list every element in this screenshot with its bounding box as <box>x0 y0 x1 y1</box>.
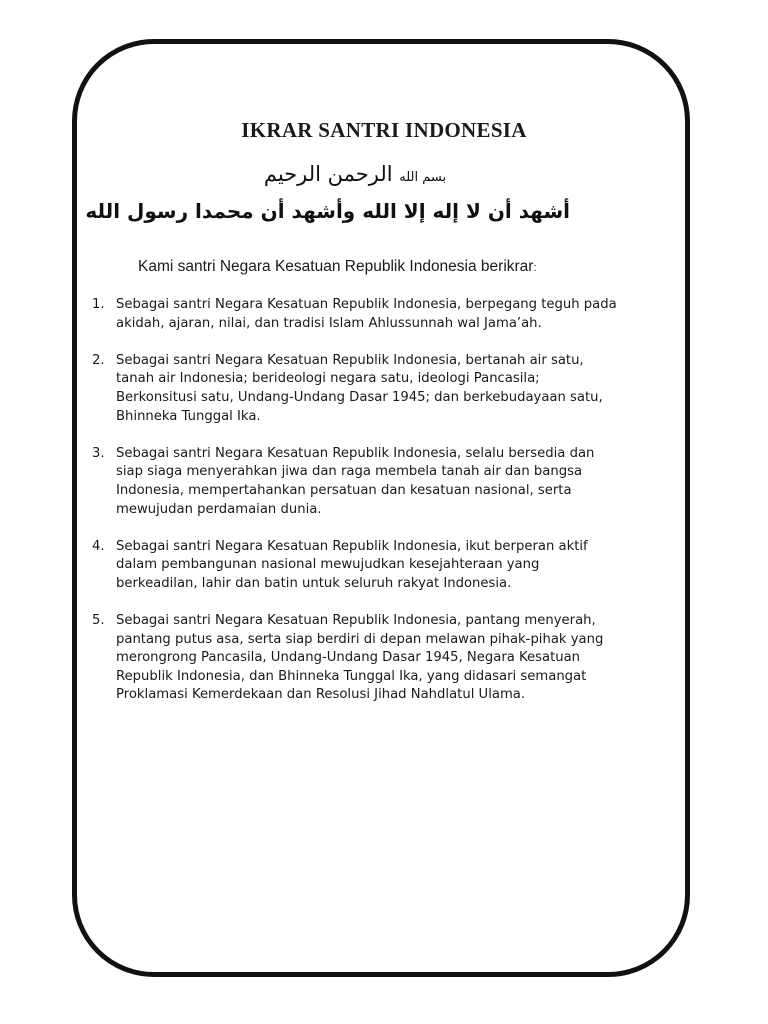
document-title: IKRAR SANTRI INDONESIA <box>241 118 527 142</box>
pledge-text-line: Sebagai santri Negara Kesatuan Republik Indonesia, selalu bersedia dan <box>116 445 595 461</box>
pledge-text-line: Berkonsitusi satu, Undang-Undang Dasar 1945; dan berkebudayaan satu, <box>116 389 603 405</box>
pledge-number: 3. <box>92 445 105 461</box>
pledge-text-line: tanah air Indonesia; berideologi negara satu, ideologi Pancasila; <box>116 371 540 387</box>
pledge-text-line: Sebagai santri Negara Kesatuan Republik Indonesia, ikut berperan aktif <box>116 538 588 554</box>
pledge-text-line: Sebagai santri Negara Kesatuan Republik Indonesia, berpegang teguh pada <box>116 297 617 312</box>
pledge-text-line: berkeadilan, lahir dan batin untuk seluruh rakyat Indonesia. <box>116 575 512 591</box>
intro-text: Kami santri Negara Kesatuan Republik Indonesia berikrar <box>138 258 534 275</box>
pledge-text <box>116 445 672 519</box>
pledge-text-line: Proklamasi Kemerdekaan dan Resolusi Jihad Nahdlatul Ulama. <box>116 687 526 703</box>
pledge-text <box>116 612 672 705</box>
intro-colon: : <box>533 262 537 274</box>
basmalah-small: بسم الله <box>399 170 447 185</box>
intro-statement <box>138 258 537 276</box>
pledge-number: 2. <box>92 352 105 368</box>
pledge-text-line: Sebagai santri Negara Kesatuan Republik Indonesia, pantang menyerah, <box>116 613 596 629</box>
pledge-item <box>92 612 672 705</box>
pledge-text-line: Sebagai santri Negara Kesatuan Republik Indonesia, bertanah air satu, <box>116 352 584 368</box>
pledge-text-line: Indonesia, mempertahankan persatuan dan kesatuan nasional, serta <box>116 482 572 498</box>
pledge-item <box>92 296 672 333</box>
pledge-text-line: akidah, ajaran, nilai, dan tradisi Islam Ahlussunnah wal Jama’ah. <box>116 315 542 331</box>
shahada: أشهد أن لا إله إلا الله وأشهد أن محمدا رسول الله <box>85 199 570 223</box>
pledge-item <box>92 445 672 519</box>
pledge-number: 5. <box>92 613 105 629</box>
pledge-text-line: dalam pembangunan nasional mewujudkan kesejahteraan yang <box>116 557 540 573</box>
pledge-text-line: siap siaga menyerahkan jiwa dan raga membela tanah air dan bangsa <box>116 464 583 480</box>
pledge-text-line: pantang putus asa, serta siap berdiri di depan melawan pihak-pihak yang <box>116 631 604 647</box>
pledge-text <box>116 352 672 426</box>
pledge-text-line: merongrong Pancasila, Undang-Undang Dasar 1945, Negara Kesatuan <box>116 650 581 666</box>
pledge-item <box>92 538 672 594</box>
basmalah <box>262 162 448 186</box>
pledge-item <box>92 352 672 426</box>
pledge-text-line: Bhinneka Tunggal Ika. <box>116 408 261 424</box>
pledge-number: 4. <box>92 538 105 554</box>
pledge-text <box>116 538 672 594</box>
pledge-text-line: mewujudan perdamaian dunia. <box>116 501 322 517</box>
pledge-list <box>92 296 672 724</box>
basmalah-large: الرحمن الرحيم <box>263 162 393 186</box>
pledge-text-line: Republik Indonesia, dan Bhinneka Tunggal Ika, yang didasari semangat <box>116 668 587 684</box>
pledge-text <box>116 296 672 333</box>
pledge-number: 1. <box>92 297 105 312</box>
